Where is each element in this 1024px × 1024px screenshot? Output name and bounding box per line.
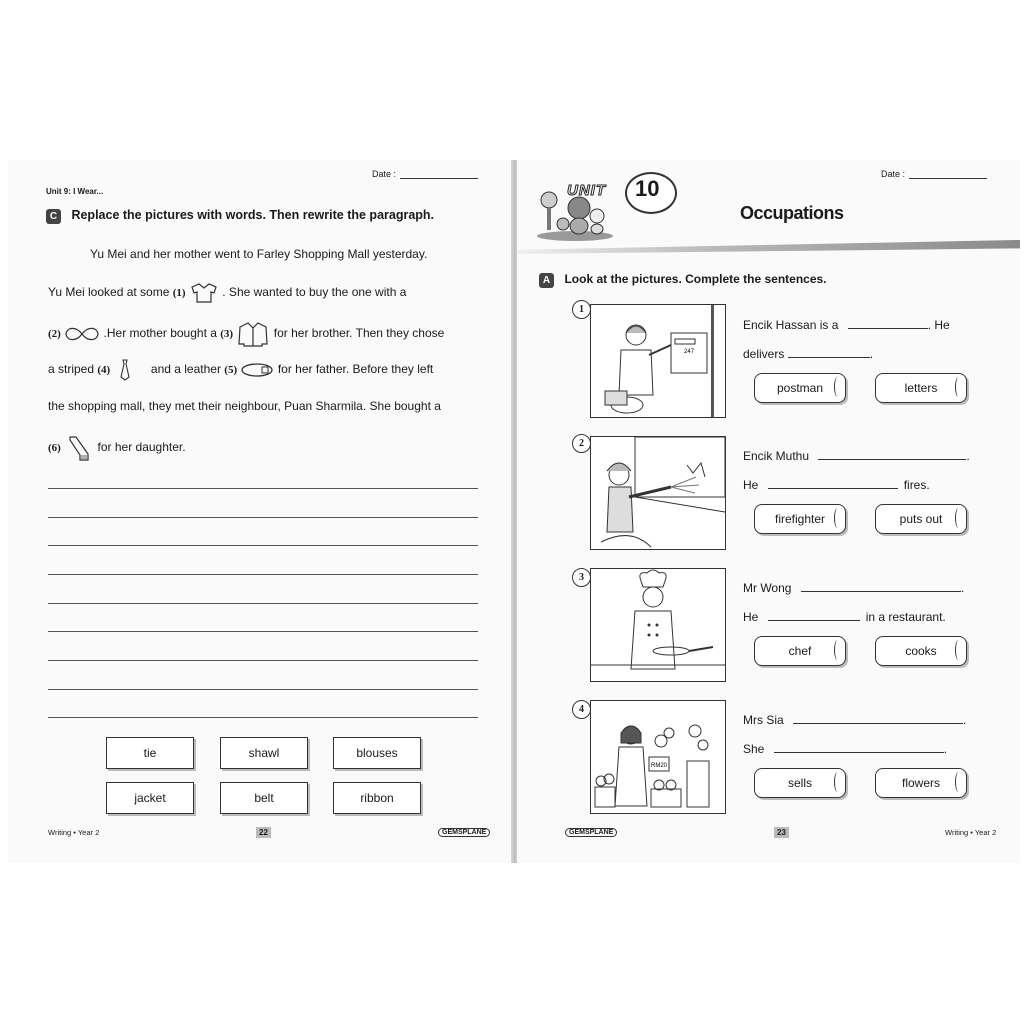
date-field <box>881 169 987 179</box>
paragraph-line-5: the shopping mall, they met their neighbour, Puan Sharmila. She bought a <box>48 399 441 413</box>
shawl-icon <box>64 434 94 462</box>
option-scroll-postman: postman <box>754 373 846 403</box>
number-6: (6) <box>48 442 61 455</box>
workbook-spread <box>8 160 1020 863</box>
option-scroll-puts-out: puts out <box>875 504 967 534</box>
number-2: (2) <box>48 328 61 341</box>
answer-blank[interactable] <box>768 478 898 489</box>
page-number: 22 <box>256 827 271 838</box>
svg-text:RM20: RM20 <box>651 763 668 769</box>
option-scroll-chef: chef <box>754 636 846 666</box>
answer-blank[interactable] <box>801 581 961 592</box>
option-scroll-flowers: flowers <box>875 768 967 798</box>
option-scroll-letters: letters <box>875 373 967 403</box>
paragraph-line-4: a striped (4) and a leather (5) for her father. Before they left <box>48 358 433 382</box>
writing-line[interactable] <box>48 603 478 604</box>
footer-left: Writing • Year 2 <box>48 828 100 837</box>
q1-sentence-2: delivers . <box>743 347 874 361</box>
page-title: Occupations <box>740 203 844 223</box>
date-line <box>909 178 987 179</box>
unit-number: 10 <box>635 176 660 201</box>
q4-sentence-2: She . <box>743 742 948 756</box>
answer-blank[interactable] <box>818 449 966 460</box>
writing-line[interactable] <box>48 631 478 632</box>
q3-sentence-1: Mr Wong . <box>743 581 965 595</box>
answer-blank[interactable] <box>768 610 860 621</box>
writing-line[interactable] <box>48 574 478 575</box>
answer-blank[interactable] <box>788 347 870 358</box>
option-scroll-firefighter: firefighter <box>754 504 846 534</box>
unit-badge <box>567 170 677 214</box>
q3-sentence-2: He in a restaurant. <box>743 610 946 624</box>
answer-blank[interactable] <box>774 742 944 753</box>
word-card-ribbon: ribbon <box>333 782 421 814</box>
blouse-icon <box>189 282 219 304</box>
q2-sentence-2: He fires. <box>743 478 930 492</box>
instruction-text: Look at the pictures. Complete the sentences. <box>564 272 827 286</box>
writing-line[interactable] <box>48 689 478 690</box>
word-card-jacket: jacket <box>106 782 194 814</box>
question-number-1: 1 <box>572 300 591 319</box>
date-label: Date : <box>881 169 906 179</box>
postman-picture <box>590 304 726 418</box>
word-card-shawl: shawl <box>220 737 308 769</box>
date-field <box>372 169 478 179</box>
word-card-belt: belt <box>220 782 308 814</box>
postman-icon <box>591 305 725 417</box>
number-4: (4) <box>97 364 111 377</box>
instruction-row <box>539 270 827 288</box>
writing-line[interactable] <box>48 488 478 489</box>
number-5: (5) <box>224 364 238 377</box>
question-number-4: 4 <box>572 700 591 719</box>
unit-header: Unit 9: I Wear... <box>46 187 104 196</box>
answer-blank[interactable] <box>793 713 963 724</box>
florist-icon <box>591 701 725 813</box>
publisher-logo: GEMSPLANE <box>438 828 490 837</box>
date-label: Date : <box>372 169 397 179</box>
publisher-logo: GEMSPLANE <box>565 828 617 837</box>
writing-line[interactable] <box>48 660 478 661</box>
firefighter-picture <box>590 436 726 550</box>
chef-picture <box>590 568 726 682</box>
firefighter-icon <box>591 437 725 549</box>
option-scroll-cooks: cooks <box>875 636 967 666</box>
instruction-text: Replace the pictures with words. Then rewrite the paragraph. <box>71 208 435 222</box>
date-line <box>400 178 478 179</box>
number-3: (3) <box>220 328 234 341</box>
paragraph-line-6: (6) for her daughter. <box>48 434 186 462</box>
option-scroll-sells: sells <box>754 768 846 798</box>
header-swoosh <box>517 240 1020 254</box>
writing-line[interactable] <box>48 717 478 718</box>
section-badge: A <box>539 273 554 288</box>
paragraph-line-1: Yu Mei and her mother went to Farley Shopping Mall yesterday. <box>90 247 428 261</box>
question-number-2: 2 <box>572 434 591 453</box>
question-number-3: 3 <box>572 568 591 587</box>
ribbon-icon <box>64 325 100 343</box>
florist-picture <box>590 700 726 814</box>
left-page <box>8 160 513 863</box>
word-card-blouses: blouses <box>333 737 421 769</box>
jacket-icon <box>236 320 270 348</box>
q1-sentence-1: Encik Hassan is a . He <box>743 318 950 332</box>
svg-text:247: 247 <box>684 349 695 355</box>
q2-sentence-1: Encik Muthu . <box>743 449 970 463</box>
q4-sentence-1: Mrs Sia . <box>743 713 967 727</box>
paragraph-line-2: Yu Mei looked at some (1) . She wanted to buy the one with a <box>48 282 406 304</box>
paragraph-line-3: (2) .Her mother bought a (3) for her brother. Then they chose <box>48 320 444 348</box>
unit-word: UNIT <box>567 182 606 199</box>
number-1: (1) <box>172 287 186 300</box>
chef-icon <box>591 569 725 681</box>
tie-icon <box>114 358 136 382</box>
page-number: 23 <box>774 827 789 838</box>
footer-right: Writing • Year 2 <box>945 828 997 837</box>
writing-line[interactable] <box>48 517 478 518</box>
word-card-tie: tie <box>106 737 194 769</box>
right-page <box>517 160 1020 863</box>
belt-icon <box>240 361 274 379</box>
instruction-row <box>46 206 434 224</box>
section-badge: C <box>46 209 61 224</box>
writing-line[interactable] <box>48 545 478 546</box>
answer-blank[interactable] <box>848 318 928 329</box>
